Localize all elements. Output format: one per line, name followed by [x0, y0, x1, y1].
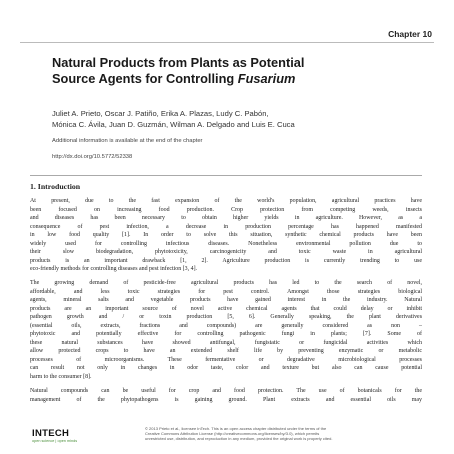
doi-link[interactable]: http://dx.doi.org/10.5772/52338 — [52, 154, 133, 160]
license-notice — [145, 426, 425, 441]
text-line: phytotoxic and potentially effective for controlling pathogenic fungi in plants; [7]. Some of — [30, 331, 422, 338]
license-line: unrestricted use, distribution, and reproduction in any medium, provided the original work is properly cited. — [145, 436, 333, 441]
additional-info-note: Additional information is available at the end of the chapter — [52, 138, 203, 144]
text-line: can result not only in changes in odor taste, color and texture but also can cause potential — [30, 365, 422, 372]
text-line: management of the phytopathogens is gaining ground. Plant extracts and essential oils may — [30, 396, 422, 403]
chapter-label: Chapter 10 — [388, 29, 432, 39]
license-line: Creative Commons Attribution License (http://creativecommons.org/licenses/by/3.0), which permits — [145, 431, 320, 436]
text-line: allow protected crops to have an extended shelf life by preventing enzymatic or metabolic — [30, 348, 422, 355]
text-line: pathogen growth and / or toxin production [5, 6]. Generally speaking, the plant derivatives — [30, 314, 422, 321]
section-divider — [30, 175, 422, 176]
paragraph-1 — [30, 197, 422, 274]
text-line: their slow biodegradation, phytotoxicity, carcinogenicity and toxic waste in agricultural — [30, 249, 422, 256]
text-line: harm to the consumer [8]. — [30, 374, 92, 381]
text-line: in low food quality [1]. In order to solve this situation, synthetic chemical products have been — [30, 232, 422, 239]
text-line: been focused on increasing food production. Crop protection from competing weeds, insects — [30, 206, 422, 213]
text-line: agents, mineral salts and vegetable products have gained interest in the industry. Natural — [30, 297, 422, 304]
text-line: products are an important source of novel active chemical agents that could delay or inhibit — [30, 305, 422, 312]
text-line: these natural substances have showed antifungal, fungistatic or fungicidal activities which — [30, 339, 422, 346]
text-line: Natural compounds can be useful for crop and food protection. The use of botanicals for the — [30, 388, 422, 394]
intech-logo-tagline: open science | open minds — [32, 439, 78, 443]
author-list — [52, 108, 432, 130]
authors-line-1: Juliet A. Prieto, Oscar J. Patiño, Erika A. Plazas, Ludy C. Pabón, — [52, 109, 269, 118]
paragraph-3 — [30, 387, 422, 404]
text-line: products is an important drawback [1, 2]. Agriculture production is currently trending to use — [30, 257, 422, 264]
article-title — [52, 55, 412, 87]
page-footer — [20, 422, 434, 450]
chapter-header-rule — [20, 26, 434, 43]
authors-line-2: Mónica C. Ávila, Juan D. Guzmán, Wilman A. Delgado and Luis E. Cuca — [52, 120, 295, 129]
text-line: and diseases has been necessary to obtain higher yields in agriculture. However, as a — [30, 215, 422, 222]
title-line-1: Natural Products from Plants as Potential — [52, 55, 305, 70]
intech-logo: INTECH — [32, 428, 70, 439]
text-line: processes of microorganisms. These fermentative or degradative microbiological processes — [30, 356, 422, 363]
paragraph-2 — [30, 279, 422, 382]
title-italic-term: Fusarium — [237, 71, 296, 86]
text-line: (essential oils, extracts, fractions and compounds) are generally considered as non – — [30, 322, 422, 329]
text-line: widely used for controlling infectious diseases. Nonetheless environmental pollution due to — [30, 240, 422, 247]
license-line: © 2013 Prieto et al., licensee InTech. This is an open access chapter distributed under the terms of the — [145, 426, 327, 431]
text-line: consequence of pest infection, a decrease in production percentage has happened manifested — [30, 223, 422, 230]
text-line: eco-friendly methods for controlling diseases and pest infection [3, 4]. — [30, 266, 198, 273]
text-line: The growing demand of pesticide-free agricultural products has led to the search of novel, — [30, 280, 422, 286]
text-line: affordable, and less toxic strategies for pest control. Amongst those strategies biological — [30, 288, 422, 295]
section-heading: 1. Introduction — [30, 182, 81, 191]
text-line: At present, due to the fast expansion of the world's population, agricultural practices have — [30, 198, 422, 204]
title-line-2: Source Agents for Controlling — [52, 71, 238, 86]
